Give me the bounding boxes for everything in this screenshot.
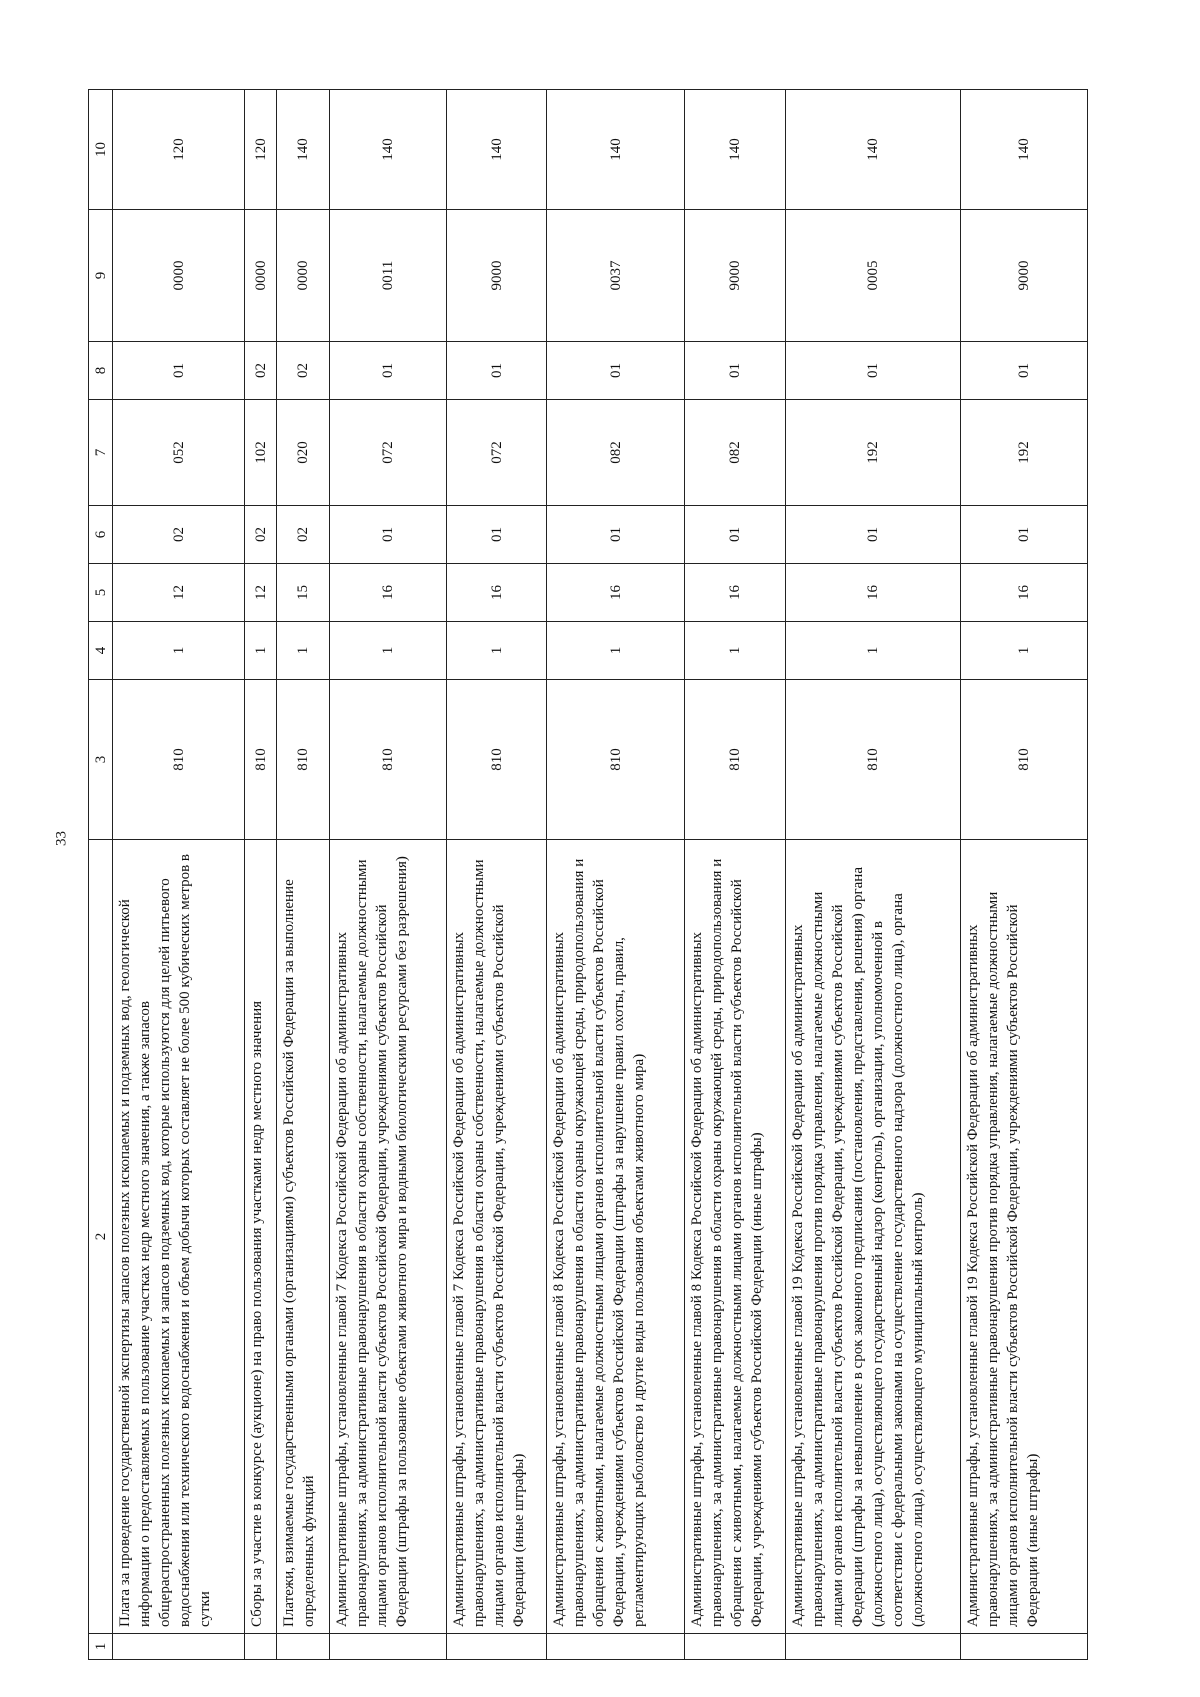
row-description: Административные штрафы, установленные главой 7 Кодекса Российской Федерации об административных правонарушениях, за административные правонарушения в области охраны собственности, налагаемые должностными лицами органов исполнительной власти субъектов Российской Федерации, учреждениями субъектов Российской Федерации (штрафы за пользование объектами животного мира и водными биологическими ресурсами без разрешения) [330,840,447,1634]
row-blank-cell [113,1634,245,1660]
element-code-cell: 01 [785,342,960,400]
subarticle-code-cell: 082 [685,400,786,506]
row-description: Плата за проведение государственной экспертизы запасов полезных ископаемых и подземных вод, геологической информации о предоставляемых в пользование участках недр местного значения, а также запасов общераспространенных полезных ископаемых и запасов подземных вод, которые используются для целей питьевого водоснабжения или технического водоснабжения и объем добычи которых составляет не более 500 кубических метров в сутки [113,840,245,1634]
column-header: 4 [89,622,113,680]
element-code-cell: 01 [547,342,685,400]
row-description: Платежи, взимаемые государственными органами (организациями) субъектов Российской Федерации за выполнение определенных функций [277,840,330,1634]
group-code-cell: 1 [547,622,685,680]
column-header: 2 [89,840,113,1634]
economic-code-cell: 140 [446,90,547,210]
table-row [685,90,786,1660]
program-code-cell: 0011 [330,210,447,342]
rotated-table-container [88,90,1088,1660]
budget-classification-table [88,89,1088,1660]
group-code-cell: 1 [330,622,447,680]
table-row [113,90,245,1660]
program-code-cell: 0000 [245,210,277,342]
subarticle-code-cell: 072 [330,400,447,506]
article-code-cell: 01 [785,506,960,564]
column-header: 9 [89,210,113,342]
column-header: 1 [89,1634,113,1660]
table-row [330,90,447,1660]
program-code-cell: 0005 [785,210,960,342]
admin-code-cell: 810 [446,680,547,840]
element-code-cell: 02 [245,342,277,400]
admin-code-cell: 810 [277,680,330,840]
table-row [785,90,960,1660]
element-code-cell: 01 [446,342,547,400]
table-row [960,90,1087,1660]
row-blank-cell [960,1634,1087,1660]
group-code-cell: 1 [960,622,1087,680]
article-code-cell: 01 [685,506,786,564]
group-code-cell: 1 [113,622,245,680]
row-description: Административные штрафы, установленные главой 19 Кодекса Российской Федерации об административных правонарушениях, за административные правонарушения против порядка управления, налагаемые должностными лицами органов исполнительной власти субъектов Российской Федерации, учреждениями субъектов Российской Федерации (иные штрафы) [960,840,1087,1634]
column-header: 3 [89,680,113,840]
subarticle-code-cell: 192 [785,400,960,506]
economic-code-cell: 120 [113,90,245,210]
row-description: Административные штрафы, установленные главой 19 Кодекса Российской Федерации об административных правонарушениях, за административные правонарушения против порядка управления, налагаемые должностными лицами органов исполнительной власти субъектов Российской Федерации, учреждениями субъектов Российской Федерации (штрафы за невыполнение в срок законного предписания (постановления, представления, решения) органа (должностного лица), осуществляющего государственный надзор (контроль), организации, уполномоченной в соответствии с федеральными законами на осуществление государственного надзора (должностного лица), органа (должностного лица), осуществляющего муниципальный контроль) [785,840,960,1634]
program-code-cell: 0000 [277,210,330,342]
subgroup-code-cell: 16 [785,564,960,622]
row-blank-cell [547,1634,685,1660]
subarticle-code-cell: 102 [245,400,277,506]
economic-code-cell: 140 [330,90,447,210]
subarticle-code-cell: 192 [960,400,1087,506]
article-code-cell: 01 [547,506,685,564]
article-code-cell: 02 [245,506,277,564]
program-code-cell: 9000 [960,210,1087,342]
group-code-cell: 1 [446,622,547,680]
element-code-cell: 01 [960,342,1087,400]
row-blank-cell [685,1634,786,1660]
economic-code-cell: 140 [785,90,960,210]
row-blank-cell [277,1634,330,1660]
page-number: 33 [53,831,70,846]
admin-code-cell: 810 [785,680,960,840]
column-header: 10 [89,90,113,210]
subgroup-code-cell: 12 [245,564,277,622]
subarticle-code-cell: 072 [446,400,547,506]
row-description: Административные штрафы, установленные главой 8 Кодекса Российской Федерации об административных правонарушениях, за административные правонарушения в области охраны окружающей среды, природопользования и обращения с животными, налагаемые должностными лицами органов исполнительной власти субъектов Российской Федерации, учреждениями субъектов Российской Федерации (иные штрафы) [685,840,786,1634]
economic-code-cell: 120 [245,90,277,210]
subgroup-code-cell: 12 [113,564,245,622]
program-code-cell: 0000 [113,210,245,342]
subarticle-code-cell: 052 [113,400,245,506]
article-code-cell: 02 [113,506,245,564]
row-blank-cell [245,1634,277,1660]
row-blank-cell [330,1634,447,1660]
column-header: 7 [89,400,113,506]
program-code-cell: 9000 [685,210,786,342]
admin-code-cell: 810 [685,680,786,840]
element-code-cell: 01 [113,342,245,400]
group-code-cell: 1 [785,622,960,680]
admin-code-cell: 810 [245,680,277,840]
program-code-cell: 9000 [446,210,547,342]
table-row [446,90,547,1660]
admin-code-cell: 810 [960,680,1087,840]
admin-code-cell: 810 [113,680,245,840]
table-row [277,90,330,1660]
economic-code-cell: 140 [685,90,786,210]
row-blank-cell [785,1634,960,1660]
article-code-cell: 01 [330,506,447,564]
row-blank-cell [446,1634,547,1660]
article-code-cell: 02 [277,506,330,564]
subarticle-code-cell: 082 [547,400,685,506]
article-code-cell: 01 [960,506,1087,564]
subgroup-code-cell: 16 [446,564,547,622]
subgroup-code-cell: 16 [547,564,685,622]
table-row [245,90,277,1660]
row-description: Административные штрафы, установленные главой 8 Кодекса Российской Федерации об административных правонарушениях, за административные правонарушения в области охраны окружающей среды, природопользования и обращения с животными, налагаемые должностными лицами органов исполнительной власти субъектов Российской Федерации, учреждениями субъектов Российской Федерации (штрафы за нарушение правил охоты, правил, регламентирующих рыболовство и другие виды пользования объектами животного мира) [547,840,685,1634]
article-code-cell: 01 [446,506,547,564]
group-code-cell: 1 [277,622,330,680]
column-number-row [89,90,113,1660]
row-description: Административные штрафы, установленные главой 7 Кодекса Российской Федерации об административных правонарушениях, за административные правонарушения в области охраны собственности, налагаемые должностными лицами органов исполнительной власти субъектов Российской Федерации, учреждениями субъектов Российской Федерации (иные штрафы) [446,840,547,1634]
element-code-cell: 01 [685,342,786,400]
admin-code-cell: 810 [330,680,447,840]
row-description: Сборы за участие в конкурсе (аукционе) на право пользования участками недр местного значения [245,840,277,1634]
group-code-cell: 1 [685,622,786,680]
subgroup-code-cell: 16 [685,564,786,622]
program-code-cell: 0037 [547,210,685,342]
economic-code-cell: 140 [960,90,1087,210]
table-row [547,90,685,1660]
economic-code-cell: 140 [547,90,685,210]
subgroup-code-cell: 15 [277,564,330,622]
economic-code-cell: 140 [277,90,330,210]
column-header: 5 [89,564,113,622]
column-header: 6 [89,506,113,564]
column-header: 8 [89,342,113,400]
subgroup-code-cell: 16 [960,564,1087,622]
element-code-cell: 02 [277,342,330,400]
element-code-cell: 01 [330,342,447,400]
admin-code-cell: 810 [547,680,685,840]
subgroup-code-cell: 16 [330,564,447,622]
group-code-cell: 1 [245,622,277,680]
subarticle-code-cell: 020 [277,400,330,506]
